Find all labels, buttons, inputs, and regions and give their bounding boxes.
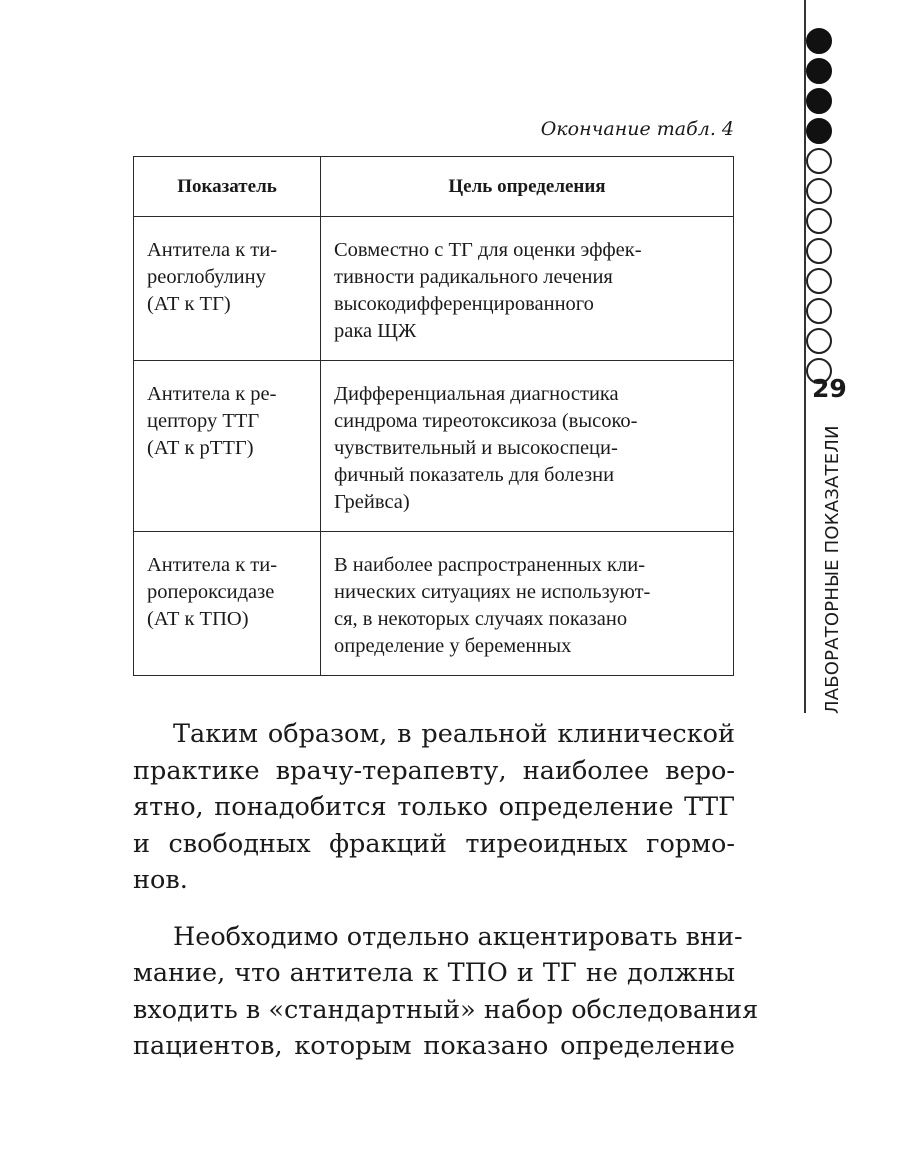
empty-marker-icon — [806, 238, 832, 264]
purpose-cell: В наиболее распространенных кли- нических ситуациях не используют- ся, в некоторых случаях показано определение у беременных — [321, 532, 734, 676]
indicator-cell: Антитела к ти- реоглобулину (АТ к ТГ) — [134, 217, 321, 361]
indicator-cell: Антитела к ре- цептору ТТГ (АТ к рТТГ) — [134, 361, 321, 532]
purpose-cell: Дифференциальная диагностика синдрома тиреотоксикоза (высоко- чувствительный и высокоспеци- фичный показатель для болезни Грейвса) — [321, 361, 734, 532]
page-number: 29 — [812, 374, 847, 403]
table-row — [134, 217, 734, 361]
column-header-purpose: Цель определения — [321, 157, 734, 217]
indicator-cell: Антитела к ти- ропероксидазе (АТ к ТПО) — [134, 532, 321, 676]
lab-indicators-table — [133, 156, 734, 676]
table-row — [134, 361, 734, 532]
section-label: ЛАБОРАТОРНЫЕ ПОКАЗАТЕЛИ — [822, 425, 843, 714]
empty-marker-icon — [806, 178, 832, 204]
empty-marker-icon — [806, 298, 832, 324]
body-text — [133, 716, 759, 1065]
column-header-indicator: Показатель — [134, 157, 321, 217]
paragraph-2: Необходимо отдельно акцентировать вни- мание, что антитела к ТПО и ТГ не должны входить в «стандартный» набор обследования пациентов, которым показано определение — [133, 921, 759, 1061]
filled-marker-icon — [806, 88, 832, 114]
filled-marker-icon — [806, 58, 832, 84]
empty-marker-icon — [806, 328, 832, 354]
table-row — [134, 532, 734, 676]
paragraph-1: Таким образом, в реальной клинической практике врачу-терапевту, наиболее веро- ятно, понадобится только определение ТТГ и свободных фракций тиреоидных гормо- нов. — [133, 719, 735, 895]
empty-marker-icon — [806, 268, 832, 294]
table-caption: Окончание табл. 4 — [540, 118, 734, 140]
purpose-cell: Совместно с ТГ для оценки эффек- тивности радикального лечения высокодифференцированного рака ЩЖ — [321, 217, 734, 361]
filled-marker-icon — [806, 118, 832, 144]
filled-marker-icon — [806, 28, 832, 54]
chapter-progress-markers — [806, 28, 836, 388]
empty-marker-icon — [806, 208, 832, 234]
empty-marker-icon — [806, 148, 832, 174]
